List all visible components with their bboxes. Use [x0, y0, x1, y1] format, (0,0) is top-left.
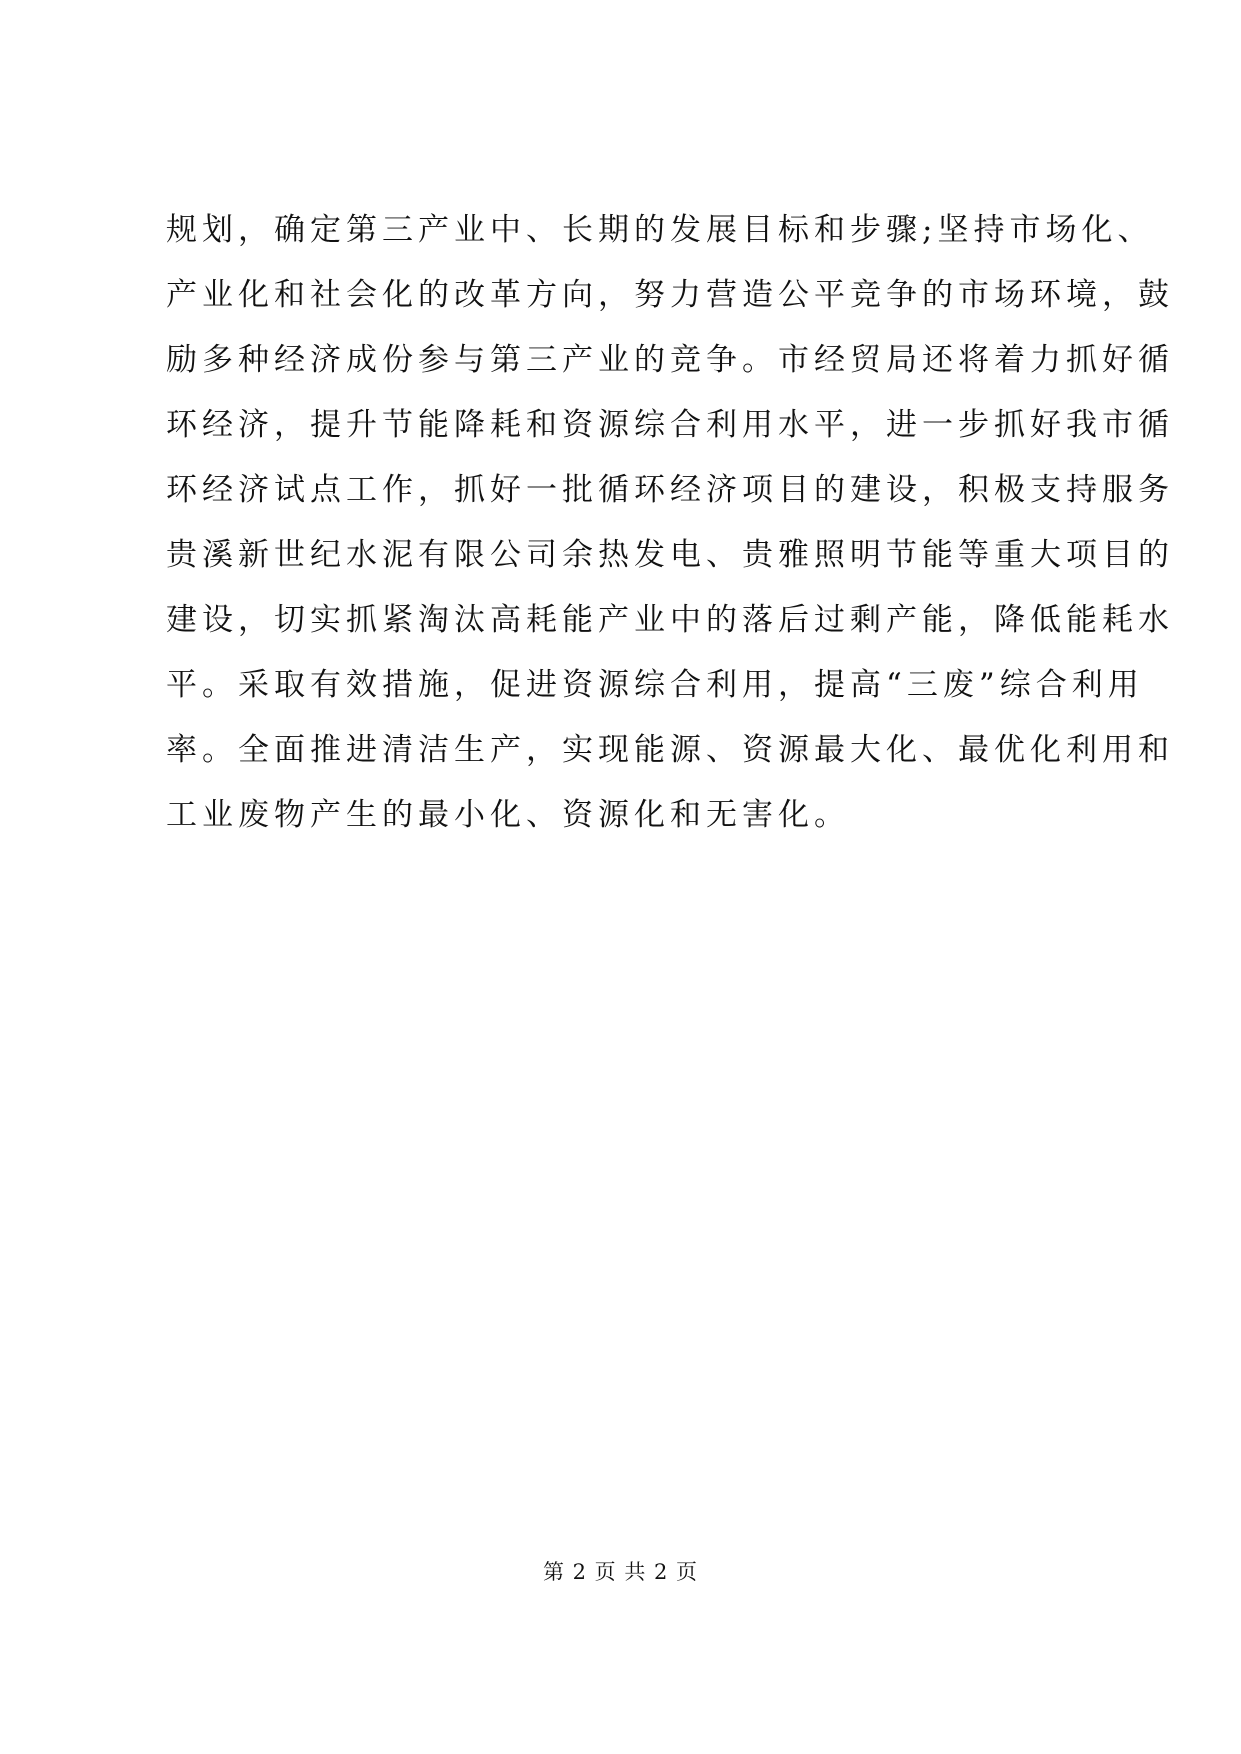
- paragraph-line: 贵溪新世纪水泥有限公司余热发电、贵雅照明节能等重大项目的: [166, 537, 1174, 573]
- paragraph-line: 工业废物产生的最小化、资源化和无害化。: [166, 797, 850, 833]
- paragraph-line: 励多种经济成份参与第三产业的竞争。市经贸局还将着力抓好循: [166, 342, 1174, 378]
- paragraph-line: 建设，切实抓紧淘汰高耗能产业中的落后过剩产能，降低能耗水: [166, 602, 1174, 638]
- paragraph-line: 产业化和社会化的改革方向，努力营造公平竞争的市场环境，鼓: [166, 277, 1174, 313]
- paragraph-line: 平。采取有效措施，促进资源综合利用，提高“三废”综合利用: [166, 667, 1144, 703]
- paragraph-line: 规划，确定第三产业中、长期的发展目标和步骤;坚持市场化、: [166, 212, 1154, 248]
- paragraph-line: 环经济试点工作，抓好一批循环经济项目的建设，积极支持服务: [166, 472, 1174, 508]
- paragraph-line: 率。全面推进清洁生产，实现能源、资源最大化、最优化利用和: [166, 732, 1174, 768]
- paragraph-line: 环经济，提升节能降耗和资源综合利用水平，进一步抓好我市循: [166, 407, 1174, 443]
- page-number-footer: 第 2 页 共 2 页: [542, 1560, 699, 1584]
- body-paragraph: [166, 198, 1174, 848]
